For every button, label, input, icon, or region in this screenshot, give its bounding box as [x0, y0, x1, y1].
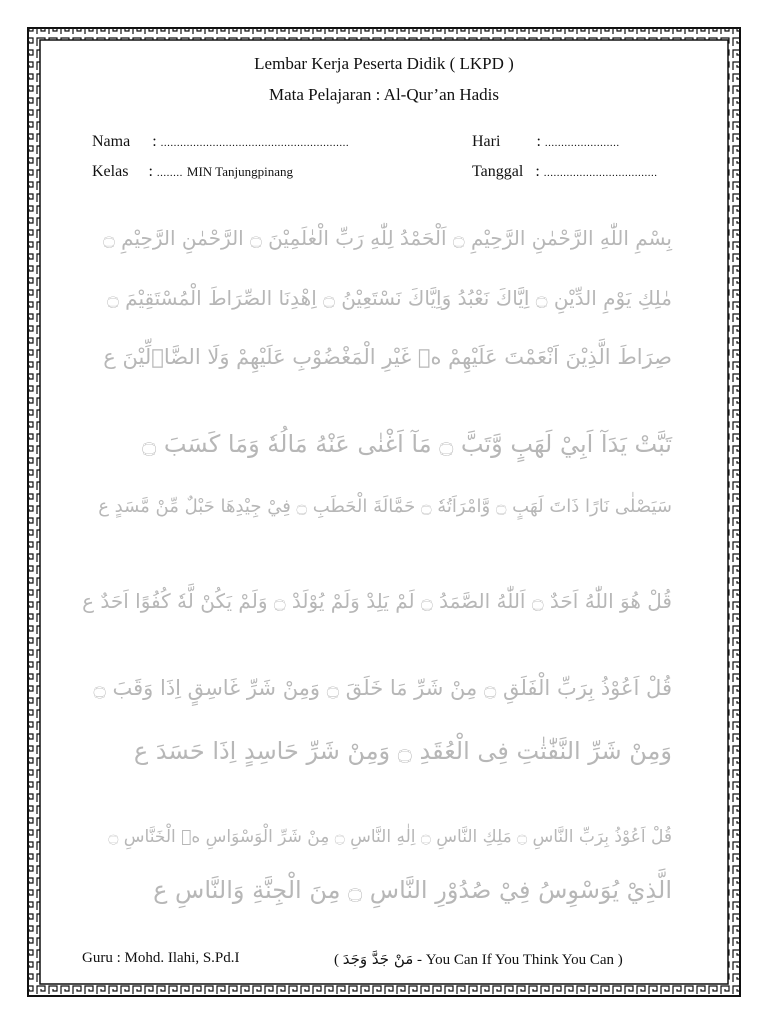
arabic-trace-line: وَمِنْ شَرِّ النَّفّٰثٰتِ فِى الْعُقَدِ ۝ وَمِنْ شَرِّ حَاسِدٍ اِذَا حَسَدَ ع [133, 737, 672, 765]
arabic-trace-line: قُلْ اَعُوْذُ بِرَبِّ الْفَلَقِ ۝ مِنْ شَرِّ مَا خَلَقَ ۝ وَمِنْ شَرِّ غَاسِقٍ اِذَا وَقَبَ ۝ [93, 676, 672, 700]
hari-label: Hari [472, 133, 501, 150]
subject-title: Mata Pelajaran : Al-Qur’an Hadis [268, 85, 500, 104]
arabic-trace-line: سَيَصْلٰى نَارًا ذَاتَ لَهَبٍ ۝ وَّامْرَاَتُهٗ ۝ حَمَّالَةَ الْحَطَبِ ۝ فِيْ جِيْدِهَا حَبْلٌ مِّنْ مَّسَدٍ ع [98, 496, 672, 517]
tanggal-field [472, 163, 658, 181]
teacher-name: Guru : Mohd. Ilahi, S.Pd.I [82, 950, 240, 966]
nama-blank[interactable]: .......................................................... [160, 137, 350, 149]
hari-field [472, 133, 620, 151]
kelas-label: Kelas [92, 163, 129, 180]
nama-label: Nama [92, 133, 131, 150]
tanggal-label: Tanggal [472, 163, 524, 180]
arabic-trace-line: قُلْ هُوَ اللّٰهُ اَحَدٌ ۝ اَللّٰهُ الصَّمَدُ ۝ لَمْ يَلِدْ وَلَمْ يُوْلَدْ ۝ وَلَمْ يَكُنْ لَّهٗ كُفُوًا اَحَدٌ ع [82, 589, 672, 613]
nama-colon: : [152, 133, 157, 150]
tanggal-colon: : [535, 163, 540, 180]
hari-colon: : [536, 133, 541, 150]
kelas-colon: : [148, 163, 153, 180]
motto-open: ( [334, 952, 339, 968]
motto-arabic: مَنْ جَدَّ وَجَدَ [342, 950, 414, 968]
arabic-trace-line: بِسْمِ اللّٰهِ الرَّحْمٰنِ الرَّحِيْمِ ۝ اَلْحَمْدُ لِلّٰهِ رَبِّ الْعٰلَمِيْنَ ۝ الرَّحْمٰنِ الرَّحِيْمِ ۝ [103, 226, 672, 250]
motto-english: - You Can If You Think You Can ) [417, 952, 623, 968]
arabic-trace-line: الَّذِيْ يُوَسْوِسُ فِيْ صُدُوْرِ النَّاسِ ۝ مِنَ الْجِنَّةِ وَالنَّاسِ ع [153, 876, 672, 904]
worksheet-title: Lembar Kerja Peserta Didik ( LKPD ) [254, 54, 514, 73]
nama-field [92, 133, 349, 151]
arabic-trace-line: تَبَّتْ يَدَآ اَبِيْ لَهَبٍ وَّتَبَّ ۝ مَآ اَغْنٰى عَنْهُ مَالُهٗ وَمَا كَسَبَ ۝ [142, 430, 672, 458]
tanggal-blank[interactable]: ................................... [543, 167, 658, 179]
arabic-trace-line: صِرَاطَ الَّذِيْنَ اَنْعَمْتَ عَلَيْهِمْ ەۙ غَيْرِ الْمَغْضُوْبِ عَلَيْهِمْ وَلَا الضَّاۤلِّيْنَ ع [103, 345, 672, 369]
arabic-trace-line: قُلْ اَعُوْذُ بِرَبِّ النَّاسِ ۝ مَلِكِ النَّاسِ ۝ اِلٰهِ النَّاسِ ۝ مِنْ شَرِّ الْوَسْوَاسِ ەۙ الْخَنَّاسِ ۝ [108, 827, 672, 847]
hari-blank[interactable]: ....................... [544, 137, 620, 149]
kelas-value: MIN Tanjungpinang [186, 164, 293, 179]
motto [334, 950, 623, 969]
kelas-field [92, 163, 293, 181]
kelas-blank[interactable]: ........ [156, 167, 183, 179]
arabic-trace-line: مٰلِكِ يَوْمِ الدِّيْنِ ۝ اِيَّاكَ نَعْبُدُ وَاِيَّاكَ نَسْتَعِيْنُ ۝ اِهْدِنَا الصِّرَاطَ الْمُسْتَقِيْمَ ۝ [107, 286, 672, 310]
